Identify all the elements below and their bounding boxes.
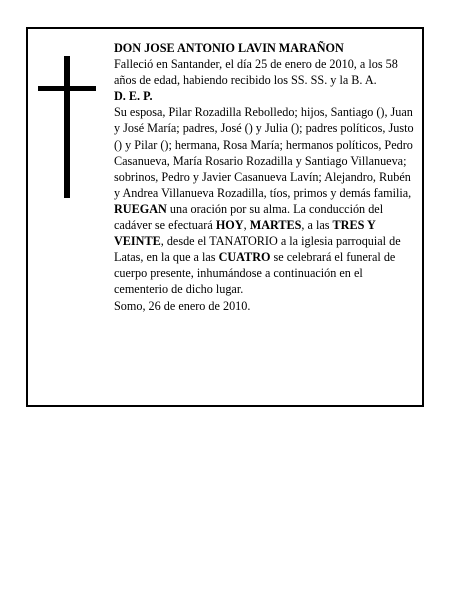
rip-line: D. E. P. xyxy=(114,89,153,104)
day-hoy: HOY xyxy=(215,218,244,233)
departure-time: TRES Y VEINTE xyxy=(114,218,376,249)
ceremony-info xyxy=(114,201,418,298)
cross-horizontal-bar xyxy=(38,86,96,91)
death-info: Falleció en Santander, el día 25 de enero de 2010, a los 58 años de edad, habiendo recibido los SS. SS. y la B. A. xyxy=(114,57,398,88)
family-list: Su esposa, Pilar Rozadilla Rebolledo; hijos, Santiago (), Juan y José María; padres, José () y Julia (); padres políticos, Justo () y Pilar (); hermana, Rosa María; hermanos políticos, Pedro Casanueva, María Rosario Rozadilla y Santiago Villanueva; sobrinos, Pedro y Javier Casanueva Lavín; Alejandro, Rubén y Andrea Villanueva Rozadilla, tíos, primos y demás familia, xyxy=(114,105,414,200)
funeral-time: CUATRO xyxy=(218,250,271,265)
ceremony-text-e: se celebrará el funeral de cuerpo presente, inhumándose a continuación en el cementerio de dicho lugar. xyxy=(114,250,396,297)
ceremony-text-a: una oración por su alma. La conducción del cadáver se efectuará xyxy=(114,201,384,233)
obituary-notice xyxy=(26,27,424,407)
cross-vertical-bar xyxy=(64,56,70,198)
notice-text xyxy=(114,40,418,314)
place-date: Somo, 26 de enero de 2010. xyxy=(114,298,251,313)
cross-icon xyxy=(38,56,100,198)
ruegan-text: RUEGAN xyxy=(114,201,167,216)
deceased-name: DON JOSE ANTONIO LAVIN MARAÑON xyxy=(114,41,344,55)
ceremony-text-c: , a las xyxy=(301,218,333,233)
day-martes: MARTES xyxy=(249,218,302,233)
ceremony-text-b: , xyxy=(243,218,250,233)
ceremony-text-d: , desde el TANATORIO a la iglesia parroquial de Latas, en la que a las xyxy=(114,234,401,265)
